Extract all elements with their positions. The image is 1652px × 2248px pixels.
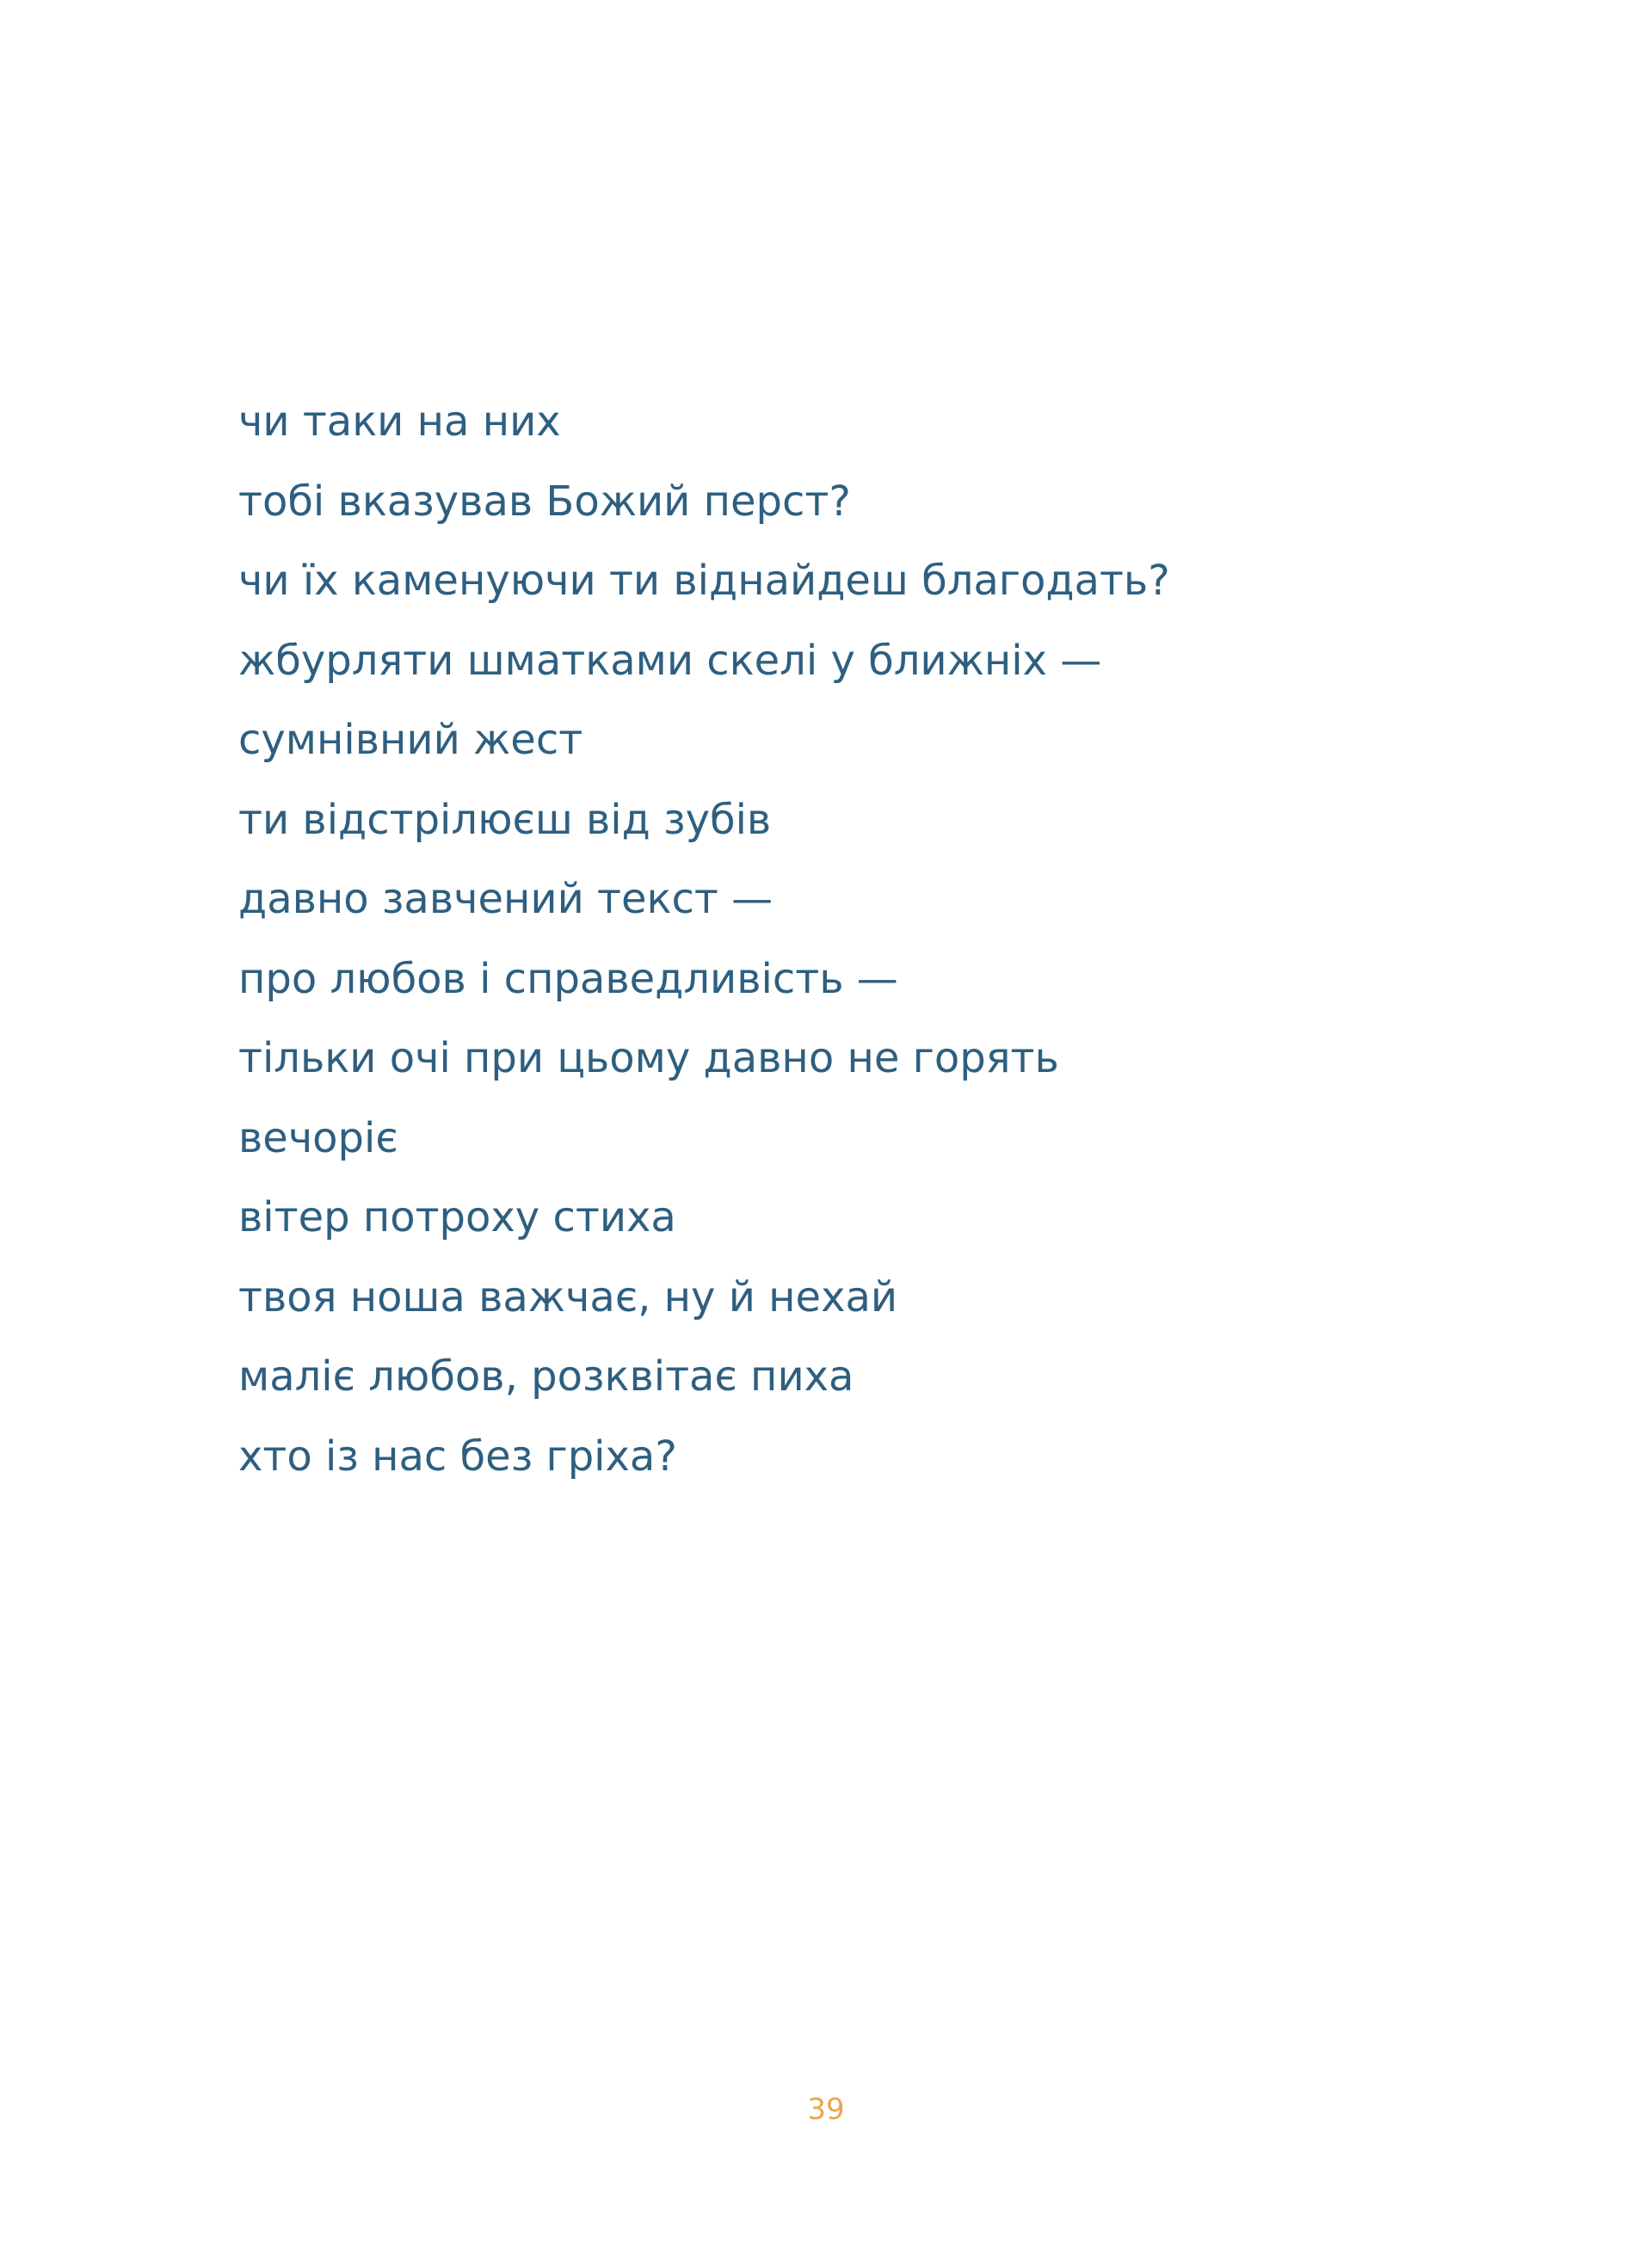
poem-line: ти відстрілюєш від зубів: [238, 795, 772, 844]
poem-line: тобі вказував Божий перст?: [238, 477, 851, 526]
poem-line: давно завчений текст —: [238, 875, 774, 923]
poem-line: вечоріє: [238, 1113, 398, 1162]
poem-line: чи таки на них: [238, 397, 561, 446]
poem-text: [238, 382, 1529, 1496]
page-number: 39: [807, 2092, 845, 2127]
poem-line: тільки очі при цьому давно не горять: [238, 1034, 1059, 1082]
poem-line: вітер потроху стиха: [238, 1193, 676, 1241]
poem-line: про любов і справедливість —: [238, 954, 898, 1003]
poem-line: жбурляти шматками скелі у ближніх —: [238, 636, 1102, 685]
poem-line: маліє любов, розквітає пиха: [238, 1352, 854, 1401]
poem-line: твоя ноша важчає, ну й нехай: [238, 1272, 898, 1321]
poem-line: хто із нас без гріха?: [238, 1432, 677, 1481]
poem-line: сумнівний жест: [238, 716, 583, 764]
poem-line: чи їх каменуючи ти віднайдеш благодать?: [238, 557, 1170, 605]
